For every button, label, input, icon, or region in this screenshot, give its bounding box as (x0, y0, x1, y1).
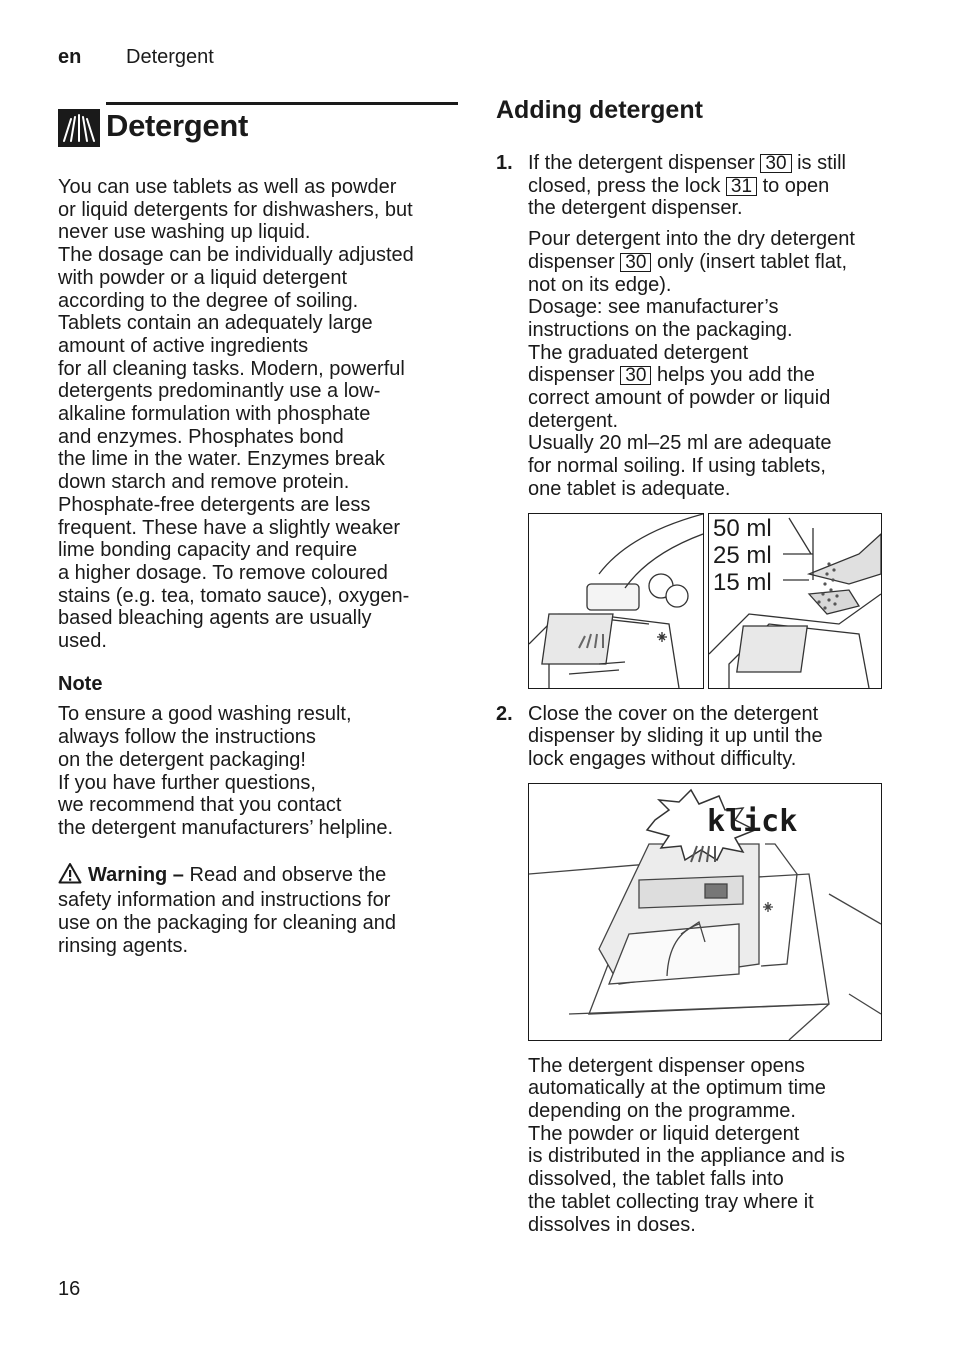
intro-line: The dosage can be individually adjusted (58, 244, 414, 267)
intro-line: stains (e.g. tea, tomato sauce), oxygen- (58, 584, 410, 607)
closing-line: The detergent dispenser opens (528, 1054, 805, 1077)
page-number: 16 (58, 1278, 81, 1300)
step-line: lock engages without difficulty. (528, 747, 797, 770)
step-line: Pour detergent into the dry detergent (528, 228, 855, 251)
step-text: dispenser (528, 250, 621, 273)
close-cover-illustration (528, 783, 882, 1041)
step-line: The graduated detergent (528, 341, 749, 364)
dose-label-50: 50 ml (713, 514, 772, 542)
note-paragraph (58, 703, 458, 839)
step-line: not on its edge). (528, 273, 672, 296)
note-line: If you have further questions, (58, 771, 316, 794)
warning-label: Warning – (88, 863, 184, 886)
intro-line: alkaline formulation with phosphate (58, 403, 371, 426)
step-1 (496, 152, 896, 220)
warning-paragraph (58, 862, 458, 958)
step-line: detergent. (528, 409, 619, 432)
warning-line: use on the packaging for cleaning and (58, 912, 397, 935)
step-text: only (insert tablet flat, (651, 250, 848, 273)
intro-line: the lime in the water. Enzymes break (58, 448, 385, 471)
step-text: closed, press the lock (528, 174, 726, 197)
section-name: Detergent (126, 46, 214, 68)
intro-line: down starch and remove protein. (58, 471, 350, 494)
intro-line: according to the degree of soiling. (58, 289, 359, 312)
intro-line: based bleaching agents are usually (58, 607, 372, 630)
running-header (58, 46, 214, 69)
detergent-icon (58, 109, 100, 147)
intro-line: Phosphate-free detergents are less (58, 493, 371, 516)
section-title-row (58, 102, 458, 150)
page-title: Detergent (106, 108, 248, 143)
step-number: 1. (496, 152, 513, 174)
intro-line: with powder or a liquid detergent (58, 266, 348, 289)
step-line (528, 251, 896, 274)
step-text: is still (791, 152, 846, 174)
powder-fill-illustration (708, 513, 882, 689)
warning-line: rinsing agents. (58, 934, 189, 957)
intro-line: detergents predominantly use a low- (58, 380, 381, 403)
closing-line: is distributed in the appliance and is (528, 1145, 845, 1168)
intro-line: for all cleaning tasks. Modern, powerful (58, 357, 405, 380)
intro-line: used. (58, 630, 107, 653)
intro-paragraph (58, 176, 458, 653)
step-line: the detergent dispenser. (528, 197, 743, 220)
right-column (496, 96, 896, 1236)
step-line (528, 175, 896, 198)
step-2 (496, 703, 896, 771)
step-text: to open (757, 174, 830, 197)
step-text: dispenser (528, 364, 621, 387)
intro-line: You can use tablets as well as powder (58, 176, 397, 198)
step-line: Usually 20 ml–25 ml are adequate (528, 432, 832, 455)
warning-line (58, 862, 458, 890)
intro-line: a higher dosage. To remove coloured (58, 561, 388, 584)
warning-line: safety information and instructions for (58, 889, 391, 912)
step-line: correct amount of powder or liquid (528, 387, 831, 410)
note-line: we recommend that you contact (58, 794, 342, 817)
step-line: instructions on the packaging. (528, 318, 793, 341)
closing-line: The powder or liquid detergent (528, 1122, 800, 1145)
note-line: the detergent manufacturers’ helpline. (58, 816, 394, 839)
step-text: If the detergent dispenser (528, 152, 761, 174)
title-rule (106, 102, 458, 105)
closing-line: automatically at the optimum time (528, 1077, 826, 1100)
dose-label-15: 15 ml (713, 568, 772, 596)
intro-line: lime bonding capacity and require (58, 539, 358, 562)
dispenser-figures (528, 513, 882, 689)
step-line: dispenser by sliding it up until the (528, 725, 823, 748)
ref-31: 31 (726, 177, 757, 196)
subsection-title: Adding detergent (496, 96, 703, 124)
closing-paragraph (496, 1055, 896, 1237)
note-line: on the detergent packaging! (58, 748, 306, 771)
warning-text: Read and observe the (183, 863, 387, 886)
dose-label-25: 25 ml (713, 541, 772, 569)
step-line: Close the cover on the detergent (528, 702, 819, 725)
intro-line: amount of active ingredients (58, 334, 309, 357)
step-line (528, 152, 896, 175)
note-line: To ensure a good washing result, (58, 703, 352, 726)
step-text: helps you add the (651, 364, 815, 387)
ref-30: 30 (620, 366, 651, 385)
warning-triangle-icon (58, 862, 82, 890)
step-number: 2. (496, 702, 513, 725)
closing-line: the tablet collecting tray where it (528, 1190, 814, 1213)
step-line: for normal soiling. If using tablets, (528, 455, 826, 478)
step-line: Dosage: see manufacturer’s (528, 296, 779, 319)
closing-line: dissolved, the tablet falls into (528, 1168, 784, 1191)
note-line: always follow the instructions (58, 726, 316, 749)
step-line: one tablet is adequate. (528, 477, 731, 500)
closing-line: dissolves in doses. (528, 1213, 696, 1236)
ref-30: 30 (760, 154, 791, 173)
ref-30: 30 (620, 253, 651, 272)
intro-line: and enzymes. Phosphates bond (58, 425, 344, 448)
tablet-insert-illustration (528, 513, 704, 689)
intro-line: or liquid detergents for dishwashers, but (58, 198, 413, 221)
note-heading: Note (58, 672, 103, 695)
step-1-details (496, 228, 896, 500)
intro-line: never use washing up liquid. (58, 221, 311, 244)
intro-line: frequent. These have a slightly weaker (58, 516, 401, 539)
closing-line: depending on the programme. (528, 1100, 796, 1123)
language-code: en (58, 46, 82, 68)
klick-label: klick (707, 803, 798, 839)
intro-line: Tablets contain an adequately large (58, 312, 373, 335)
step-line (528, 364, 896, 387)
left-column (58, 102, 458, 958)
